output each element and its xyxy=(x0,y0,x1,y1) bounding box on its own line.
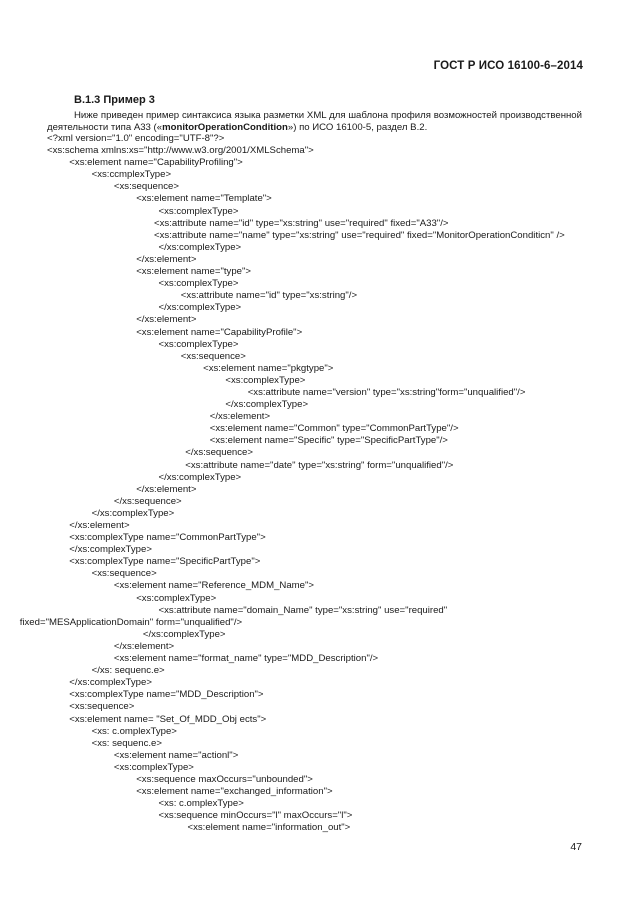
code-line: <xs:attribute name="id" type="xs:string" use="required" fixed="A33"/> xyxy=(154,217,449,229)
code-line: <xs:complexType name="SpecificPartType"> xyxy=(69,556,261,568)
code-line: <xs:complexType> xyxy=(225,374,306,386)
code-line: <xs:element name="Common" type="CommonPartType"/> xyxy=(209,423,459,435)
xml-code-listing xyxy=(19,133,607,834)
code-line: <xs:element name="CapabilityProfiling"> xyxy=(69,157,243,169)
code-line: </xs:element> xyxy=(209,411,271,423)
code-line: <xs:sequence minOccurs="l" maxOccurs="l"> xyxy=(158,810,353,822)
code-line: <xs:complexType> xyxy=(158,205,239,217)
code-line: </xs:element> xyxy=(69,520,130,531)
code-line: <xs:attribute name="version" type="xs:string"form="unqualified"/> xyxy=(247,386,526,398)
code-line: <xs:element name="format_name" type="MDD_Description"/> xyxy=(113,653,379,665)
code-line: <xs:attribute name="domain_Name" type="xs:string" use="required" xyxy=(158,604,448,616)
code-line: <xs:element name="Reference_MDM_Name"> xyxy=(113,580,315,592)
code-line: <xs:sequence maxOccurs="unbounded"> xyxy=(136,773,313,785)
code-line: <xs:element name="type"> xyxy=(136,266,251,278)
code-line: </xs:complexType> xyxy=(225,399,309,411)
code-line: fixed="MESApplicationDomain" form="unqualified"/> xyxy=(19,616,243,628)
code-line: </xs:sequence> xyxy=(113,495,182,507)
standard-code-header: ГОСТ Р ИСО 16100-6–2014 xyxy=(433,60,583,72)
code-line: <xs: c.omplexType> xyxy=(158,798,244,810)
code-line: <xs:complexType> xyxy=(158,338,239,350)
intro-text-part2: ») по ИСО 16100-5, раздел В.2. xyxy=(287,122,428,134)
code-line: <xs:element name="actionl"> xyxy=(113,749,239,761)
code-line: </xs:complexType> xyxy=(91,507,175,519)
code-line: </xs:element> xyxy=(136,483,197,495)
code-line: </xs:complexType> xyxy=(142,628,226,640)
code-line: <xs:element name="Template"> xyxy=(136,193,272,205)
intro-text xyxy=(47,110,582,135)
code-line: <xs:element name="Specific" type="SpecificPartType"/> xyxy=(209,435,448,447)
code-line: <xs:complexType name="CommonPartType"> xyxy=(69,532,266,544)
code-line: <xs:element name="CapabilityProfile"> xyxy=(136,326,303,338)
code-line: <xs:element name= "Set_Of_MDD_Obj ects"> xyxy=(69,713,267,725)
code-line: <xs:element name="pkgtype"> xyxy=(203,362,334,374)
page-number: 47 xyxy=(570,841,582,853)
code-line: </xs:complexType> xyxy=(69,677,152,689)
code-line: <xs:sequence> xyxy=(91,568,157,580)
code-line: <xs:complexType> xyxy=(136,592,217,604)
intro-paragraph xyxy=(47,110,582,135)
code-line: <?xml version="1.0" encoding="UTF-8"?> xyxy=(47,133,225,144)
code-line: <xs:attribute name="date" type="xs:string" form="unqualified"/> xyxy=(185,459,454,471)
code-line: </xs:complexType> xyxy=(158,471,242,483)
code-line: <xs:element name="information_out"> xyxy=(187,822,351,834)
code-line: <xs:sequence> xyxy=(180,350,246,362)
code-line: <xs:sequence> xyxy=(113,181,179,193)
code-line: </xs:element> xyxy=(113,640,175,652)
code-line: <xs:complexType> xyxy=(158,278,239,290)
code-line: <xs:complexType name="MDD_Description"> xyxy=(69,689,264,701)
intro-emphasis: monitorOperationCondition xyxy=(162,122,288,134)
code-line: <xs: sequenc.e> xyxy=(91,737,162,749)
code-line: </xs:complexType> xyxy=(158,302,242,314)
code-line: <xs:sequence> xyxy=(69,701,135,713)
intro-text-part1: Ниже приведен пример синтаксиса языка разметки XML для шаблона профиля возможностей производственной деятельности типа А33 (« xyxy=(47,110,582,134)
code-line: <xs:attribute name="id" type="xs:string"/> xyxy=(180,290,358,302)
code-line: <xs:complexType> xyxy=(113,761,194,773)
code-line: </xs:sequence> xyxy=(185,447,253,459)
code-line: </xs:complexType> xyxy=(69,544,152,556)
code-line: <xs:ccmplexType> xyxy=(91,169,172,181)
code-line: <xs:element name="exchanged_information"> xyxy=(136,786,333,798)
code-line: <xs:schema xmlns:xs="http://www.w3.org/2001/XMLSchema"> xyxy=(47,145,314,157)
code-line: <xs: c.omplexType> xyxy=(91,725,177,737)
code-line: </xs:element> xyxy=(136,314,197,326)
code-line: <xs:attribute name="name" type="xs:string" use="required" fixed="MonitorOperationConditicn" /> xyxy=(154,229,565,241)
code-line: </xs:complexType> xyxy=(158,241,242,253)
section-heading: В.1.3 Пример 3 xyxy=(74,94,155,106)
code-line: </xs:element> xyxy=(136,253,197,265)
code-line: </xs: sequenc.e> xyxy=(91,665,165,677)
